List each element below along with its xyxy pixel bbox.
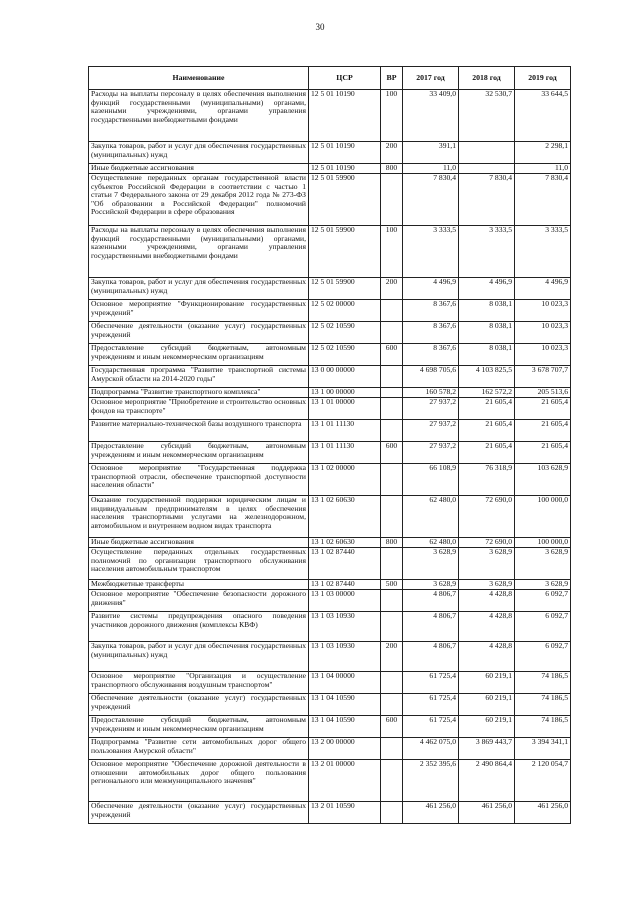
cell-2018: 7 830,4 — [459, 174, 515, 226]
cell-name: Закупка товаров, работ и услуг для обеспечения государственных (муниципальных) нужд — [89, 642, 309, 672]
cell-2017: 4 462 075,0 — [403, 738, 459, 760]
cell-2018: 60 219,1 — [459, 672, 515, 694]
table-row — [89, 164, 571, 174]
cell-2017: 4 806,7 — [403, 590, 459, 612]
cell-csr: 12 5 02 10590 — [309, 322, 381, 344]
cell-2018: 3 628,9 — [459, 580, 515, 590]
cell-2019: 3 628,9 — [515, 580, 571, 590]
cell-2018 — [459, 164, 515, 174]
cell-name: Предоставление субсидий бюджетным, автономным учреждениям и иным некоммерческим организациям — [89, 716, 309, 738]
cell-2018: 3 628,9 — [459, 548, 515, 580]
cell-2017: 2 352 395,6 — [403, 760, 459, 802]
cell-name: Предоставление субсидий бюджетным, автономным учреждениям и иным некоммерческим организациям — [89, 442, 309, 464]
cell-name: Обеспечение деятельности (оказание услуг) государственных учреждений — [89, 802, 309, 824]
cell-2019: 33 644,5 — [515, 90, 571, 142]
cell-csr: 13 1 04 10590 — [309, 716, 381, 738]
table-row — [89, 420, 571, 442]
cell-name: Межбюджетные трансферты — [89, 580, 309, 590]
cell-2017: 11,0 — [403, 164, 459, 174]
cell-2018: 3 869 443,7 — [459, 738, 515, 760]
cell-name: Осуществление переданных органам государственной власти субъектов Российской Федерации в соответствии с частью 1 статьи 7 Федерального закона от 29 декабря 2012 года № 273-ФЗ "Об образовании в Российской Федерации" полномочий Российской Федерации в сфере образования — [89, 174, 309, 226]
cell-2017: 27 937,2 — [403, 420, 459, 442]
cell-csr: 13 1 00 00000 — [309, 388, 381, 398]
cell-csr: 13 1 02 60630 — [309, 496, 381, 538]
cell-csr: 12 5 01 10190 — [309, 142, 381, 164]
cell-2019: 7 830,4 — [515, 174, 571, 226]
cell-2017: 62 480,0 — [403, 538, 459, 548]
cell-csr: 13 1 02 00000 — [309, 464, 381, 496]
cell-2018: 4 428,8 — [459, 642, 515, 672]
table-row — [89, 174, 571, 226]
cell-2017: 3 628,9 — [403, 548, 459, 580]
cell-2018: 8 038,1 — [459, 344, 515, 366]
table-row — [89, 642, 571, 672]
cell-name: Основное мероприятие "Государственная поддержка транспортной отрасли, обеспечение транспортной доступности населения области" — [89, 464, 309, 496]
table-row — [89, 672, 571, 694]
cell-2018: 72 690,0 — [459, 496, 515, 538]
cell-2019: 3 333,5 — [515, 226, 571, 278]
cell-csr: 12 5 01 59900 — [309, 278, 381, 300]
table-row — [89, 322, 571, 344]
cell-vr — [381, 548, 403, 580]
cell-2019: 21 605,4 — [515, 420, 571, 442]
cell-2019: 100 000,0 — [515, 496, 571, 538]
cell-2019: 74 186,5 — [515, 716, 571, 738]
cell-2017: 4 496,9 — [403, 278, 459, 300]
cell-2018: 21 605,4 — [459, 442, 515, 464]
cell-csr: 13 2 01 00000 — [309, 760, 381, 802]
cell-2017: 160 578,2 — [403, 388, 459, 398]
table-row — [89, 548, 571, 580]
table-row — [89, 802, 571, 824]
cell-2019: 11,0 — [515, 164, 571, 174]
cell-csr: 12 5 02 00000 — [309, 300, 381, 322]
cell-vr: 100 — [381, 90, 403, 142]
cell-name: Основное мероприятие "Обеспечение безопасности дорожного движения" — [89, 590, 309, 612]
cell-2019: 3 628,9 — [515, 548, 571, 580]
cell-vr — [381, 802, 403, 824]
cell-name: Развитие системы предупреждения опасного поведения участников дорожного движения (комплексы КВФ) — [89, 612, 309, 642]
cell-csr: 13 2 00 00000 — [309, 738, 381, 760]
cell-2017: 33 409,0 — [403, 90, 459, 142]
cell-name: Основное мероприятие "Приобретение и строительство основных фондов на транспорте" — [89, 398, 309, 420]
cell-vr: 200 — [381, 278, 403, 300]
table-row — [89, 442, 571, 464]
cell-2019: 10 023,3 — [515, 322, 571, 344]
cell-2018: 21 605,4 — [459, 398, 515, 420]
cell-2017: 3 628,9 — [403, 580, 459, 590]
cell-vr — [381, 300, 403, 322]
cell-2017: 8 367,6 — [403, 322, 459, 344]
cell-csr: 12 5 01 59900 — [309, 226, 381, 278]
cell-2018: 162 572,2 — [459, 388, 515, 398]
cell-2019: 4 496,9 — [515, 278, 571, 300]
cell-2017: 8 367,6 — [403, 300, 459, 322]
table-row — [89, 612, 571, 642]
cell-vr: 600 — [381, 442, 403, 464]
table-row — [89, 142, 571, 164]
cell-csr: 12 5 01 10190 — [309, 164, 381, 174]
cell-vr: 600 — [381, 344, 403, 366]
cell-vr: 800 — [381, 538, 403, 548]
cell-2019: 205 513,6 — [515, 388, 571, 398]
header-2019: 2019 год — [515, 67, 571, 90]
cell-2017: 61 725,4 — [403, 672, 459, 694]
table-row — [89, 278, 571, 300]
table-row — [89, 496, 571, 538]
cell-name: Расходы на выплаты персоналу в целях обеспечения выполнения функций государственными (муниципальными) органами, казенными учреждениями, органами управления государственными внебюджетными фондами — [89, 90, 309, 142]
table-row — [89, 366, 571, 388]
cell-csr: 13 1 02 87440 — [309, 548, 381, 580]
cell-2019: 10 023,3 — [515, 344, 571, 366]
cell-2019: 2 298,1 — [515, 142, 571, 164]
cell-name: Основное мероприятие "Функционирование государственных учреждений" — [89, 300, 309, 322]
cell-vr — [381, 464, 403, 496]
cell-vr — [381, 174, 403, 226]
table-row — [89, 538, 571, 548]
cell-2019: 74 186,5 — [515, 672, 571, 694]
cell-2019: 3 678 707,7 — [515, 366, 571, 388]
cell-2018: 21 605,4 — [459, 420, 515, 442]
cell-2019: 3 394 341,1 — [515, 738, 571, 760]
cell-csr: 12 5 01 10190 — [309, 90, 381, 142]
cell-2019: 6 092,7 — [515, 612, 571, 642]
cell-name: Закупка товаров, работ и услуг для обеспечения государственных (муниципальных) нужд — [89, 278, 309, 300]
table-row — [89, 738, 571, 760]
cell-vr — [381, 672, 403, 694]
cell-name: Обеспечение деятельности (оказание услуг) государственных учреждений — [89, 694, 309, 716]
cell-vr — [381, 366, 403, 388]
cell-name: Иные бюджетные ассигнования — [89, 164, 309, 174]
cell-csr: 13 1 01 00000 — [309, 398, 381, 420]
cell-2019: 2 120 054,7 — [515, 760, 571, 802]
cell-name: Предоставление субсидий бюджетным, автономным учреждениям и иным некоммерческим организациям — [89, 344, 309, 366]
cell-2018: 60 219,1 — [459, 694, 515, 716]
cell-name: Основное мероприятие "Организация и осуществление транспортного обслуживания воздушным транспортом" — [89, 672, 309, 694]
cell-2017: 66 108,9 — [403, 464, 459, 496]
header-name: Наименование — [89, 67, 309, 90]
cell-2017: 61 725,4 — [403, 694, 459, 716]
cell-name: Иные бюджетные ассигнования — [89, 538, 309, 548]
cell-2017: 27 937,2 — [403, 442, 459, 464]
cell-csr: 13 1 04 10590 — [309, 694, 381, 716]
cell-2019: 21 605,4 — [515, 442, 571, 464]
cell-2018 — [459, 142, 515, 164]
page-number: 30 — [315, 22, 325, 32]
table-row — [89, 694, 571, 716]
table-row — [89, 760, 571, 802]
cell-name: Осуществление переданных отдельных государственных полномочий по организации транспортного обслуживания населения автомобильным транспортом — [89, 548, 309, 580]
cell-vr — [381, 388, 403, 398]
cell-vr — [381, 612, 403, 642]
cell-2017: 27 937,2 — [403, 398, 459, 420]
cell-2019: 103 628,9 — [515, 464, 571, 496]
table-header-row — [89, 67, 571, 90]
cell-vr — [381, 420, 403, 442]
header-2018: 2018 год — [459, 67, 515, 90]
cell-name: Основное мероприятие "Обеспечение дорожной деятельности в отношении автомобильных дорог общего пользования регионального или межмуниципального значения" — [89, 760, 309, 802]
cell-2018: 3 333,5 — [459, 226, 515, 278]
cell-2017: 8 367,6 — [403, 344, 459, 366]
cell-2018: 4 103 825,5 — [459, 366, 515, 388]
cell-vr — [381, 760, 403, 802]
cell-csr: 13 1 03 10930 — [309, 642, 381, 672]
cell-csr: 13 1 01 11130 — [309, 420, 381, 442]
cell-2017: 62 480,0 — [403, 496, 459, 538]
header-vr: ВР — [381, 67, 403, 90]
cell-vr: 200 — [381, 142, 403, 164]
table-row — [89, 300, 571, 322]
cell-2019: 100 000,0 — [515, 538, 571, 548]
cell-vr: 100 — [381, 226, 403, 278]
cell-name: Подпрограмма "Развитие транспортного комплекса" — [89, 388, 309, 398]
table-row — [89, 344, 571, 366]
cell-vr: 500 — [381, 580, 403, 590]
cell-2018: 4 428,8 — [459, 612, 515, 642]
cell-2017: 461 256,0 — [403, 802, 459, 824]
cell-csr: 13 1 01 11130 — [309, 442, 381, 464]
cell-name: Закупка товаров, работ и услуг для обеспечения государственных (муниципальных) нужд — [89, 142, 309, 164]
cell-2019: 6 092,7 — [515, 590, 571, 612]
cell-2018: 8 038,1 — [459, 322, 515, 344]
cell-2017: 3 333,5 — [403, 226, 459, 278]
cell-vr — [381, 496, 403, 538]
cell-name: Расходы на выплаты персоналу в целях обеспечения выполнения функций государственными (муниципальными) органами, казенными учреждениями, органами управления государственными внебюджетными фондами — [89, 226, 309, 278]
cell-2017: 4 806,7 — [403, 642, 459, 672]
cell-2017: 7 830,4 — [403, 174, 459, 226]
table-row — [89, 90, 571, 142]
cell-name: Развитие материально-технической базы воздушного транспорта — [89, 420, 309, 442]
cell-2019: 21 605,4 — [515, 398, 571, 420]
table-row — [89, 590, 571, 612]
cell-2017: 4 806,7 — [403, 612, 459, 642]
cell-2017: 391,1 — [403, 142, 459, 164]
cell-vr — [381, 398, 403, 420]
cell-csr: 13 2 01 10590 — [309, 802, 381, 824]
table-row — [89, 398, 571, 420]
table-row — [89, 388, 571, 398]
cell-vr — [381, 694, 403, 716]
cell-csr: 12 5 01 59900 — [309, 174, 381, 226]
cell-csr: 13 1 02 60630 — [309, 538, 381, 548]
cell-csr: 13 1 04 00000 — [309, 672, 381, 694]
cell-vr — [381, 322, 403, 344]
cell-csr: 13 1 03 00000 — [309, 590, 381, 612]
cell-2018: 2 490 864,4 — [459, 760, 515, 802]
cell-2019: 74 186,5 — [515, 694, 571, 716]
cell-name: Подпрограмма "Развитие сети автомобильных дорог общего пользования Амурской области" — [89, 738, 309, 760]
cell-2018: 76 318,9 — [459, 464, 515, 496]
cell-vr: 800 — [381, 164, 403, 174]
cell-2019: 461 256,0 — [515, 802, 571, 824]
table-row — [89, 580, 571, 590]
cell-2018: 461 256,0 — [459, 802, 515, 824]
cell-2018: 8 038,1 — [459, 300, 515, 322]
cell-csr: 13 1 02 87440 — [309, 580, 381, 590]
cell-vr: 600 — [381, 716, 403, 738]
table-row — [89, 464, 571, 496]
cell-name: Государственная программа "Развитие транспортной системы Амурской области на 2014-2020 годы" — [89, 366, 309, 388]
cell-2019: 10 023,3 — [515, 300, 571, 322]
cell-2018: 32 530,7 — [459, 90, 515, 142]
cell-csr: 13 0 00 00000 — [309, 366, 381, 388]
cell-csr: 13 1 03 10930 — [309, 612, 381, 642]
table-row — [89, 226, 571, 278]
cell-name: Обеспечение деятельности (оказание услуг) государственных учреждений — [89, 322, 309, 344]
cell-2018: 4 496,9 — [459, 278, 515, 300]
cell-2017: 61 725,4 — [403, 716, 459, 738]
cell-csr: 12 5 02 10590 — [309, 344, 381, 366]
budget-table — [88, 66, 571, 824]
cell-2018: 4 428,8 — [459, 590, 515, 612]
header-2017: 2017 год — [403, 67, 459, 90]
cell-2017: 4 698 705,6 — [403, 366, 459, 388]
cell-2018: 60 219,1 — [459, 716, 515, 738]
cell-vr — [381, 590, 403, 612]
cell-vr — [381, 738, 403, 760]
cell-name: Оказание государственной поддержки юридическим лицам и индивидуальным предпринимателям в целях обеспечения населения транспортными услугами на железнодорожном, автомобильном и внутреннем водном видах транспорта — [89, 496, 309, 538]
cell-2019: 6 092,7 — [515, 642, 571, 672]
header-csr: ЦСР — [309, 67, 381, 90]
cell-vr: 200 — [381, 642, 403, 672]
cell-2018: 72 690,0 — [459, 538, 515, 548]
table-row — [89, 716, 571, 738]
